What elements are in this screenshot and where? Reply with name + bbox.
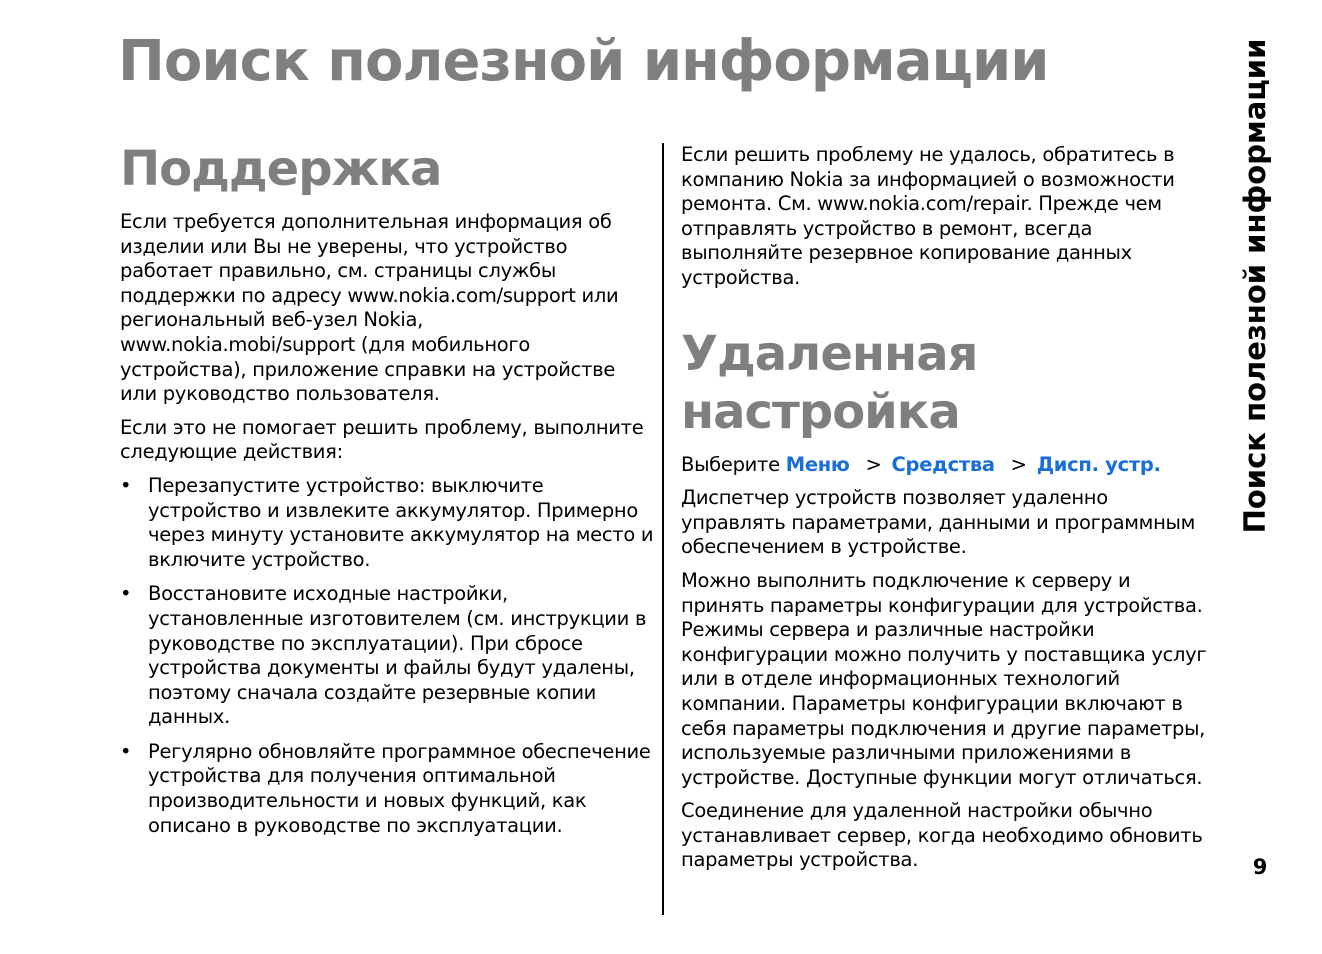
side-chapter-tab	[1230, 38, 1280, 533]
path-separator: >	[865, 452, 882, 476]
support-heading: Поддержка	[120, 141, 442, 197]
device-manager-link[interactable]: Дисп. устр.	[1036, 452, 1161, 476]
right-column	[681, 143, 1215, 882]
list-item-text: Перезапустите устройство: выключите устройство и извлеките аккумулятор. Примерно через минуту установите аккумулятор на место и включите устройство.	[148, 473, 654, 571]
bullet-icon: •	[120, 473, 132, 497]
remote-paragraph-1: Диспетчер устройств позволяет удаленно управлять параметрами, данными и программным обеспечением в устройстве.	[681, 486, 1196, 559]
page-number: 9	[1252, 855, 1268, 879]
remote-config-heading: Удаленная настройка	[681, 325, 978, 440]
support-steps-list	[120, 474, 654, 838]
list-item	[120, 582, 654, 730]
bullet-icon: •	[120, 739, 132, 763]
list-item	[120, 474, 654, 572]
left-column	[120, 140, 654, 848]
menu-path	[681, 453, 1215, 478]
page-title: Поиск полезной информации	[118, 29, 1049, 94]
column-divider	[662, 143, 664, 915]
menu-path-intro: Выберите	[681, 452, 780, 476]
bullet-icon: •	[120, 582, 132, 606]
menu-link[interactable]: Меню	[785, 452, 850, 476]
remote-paragraph-3: Соединение для удаленной настройки обычно устанавливает сервер, когда необходимо обновить параметры устройства.	[681, 799, 1203, 872]
tools-link[interactable]: Средства	[891, 452, 995, 476]
path-separator: >	[1010, 452, 1027, 476]
list-item-text: Восстановите исходные настройки, установленные изготовителем (см. инструкции в руководстве по эксплуатации). При сбросе устройства документы и файлы будут удалены, поэтому сначала создайте резервные копии данных.	[148, 582, 647, 729]
support-paragraph-3: Если решить проблему не удалось, обратитесь в компанию Nokia за информацией о возможности ремонта. См. www.nokia.com/repair. Прежде чем отправлять устройство в ремонт, всегда выполняйте резервное копирование данных устройства.	[681, 143, 1175, 289]
side-chapter-label: Поиск полезной информации	[1238, 38, 1272, 533]
support-paragraph-1: Если требуется дополнительная информация об изделии или Вы не уверены, что устройство работает правильно, см. страницы службы поддержки по адресу www.nokia.com/support или региональный веб-узел Nokia, www.nokia.mobi/support (для мобильного устройства), приложение справки на устройстве или руководство пользователя.	[120, 210, 619, 406]
remote-paragraph-2: Можно выполнить подключение к серверу и принять параметры конфигурации для устройства. Режимы сервера и различные настройки конфигурации можно получить у поставщика услуг или в отделе информационных технологий компании. Параметры конфигурации включают в себя параметры подключения и другие параметры, используемые различными приложениями в устройстве. Доступные функции могут отличаться.	[681, 568, 1207, 789]
support-paragraph-2: Если это не помогает решить проблему, выполните следующие действия:	[120, 415, 644, 464]
list-item	[120, 740, 654, 838]
list-item-text: Регулярно обновляйте программное обеспечение устройства для получения оптимальной производительности и новых функций, как описано в руководстве по эксплуатации.	[148, 739, 651, 837]
